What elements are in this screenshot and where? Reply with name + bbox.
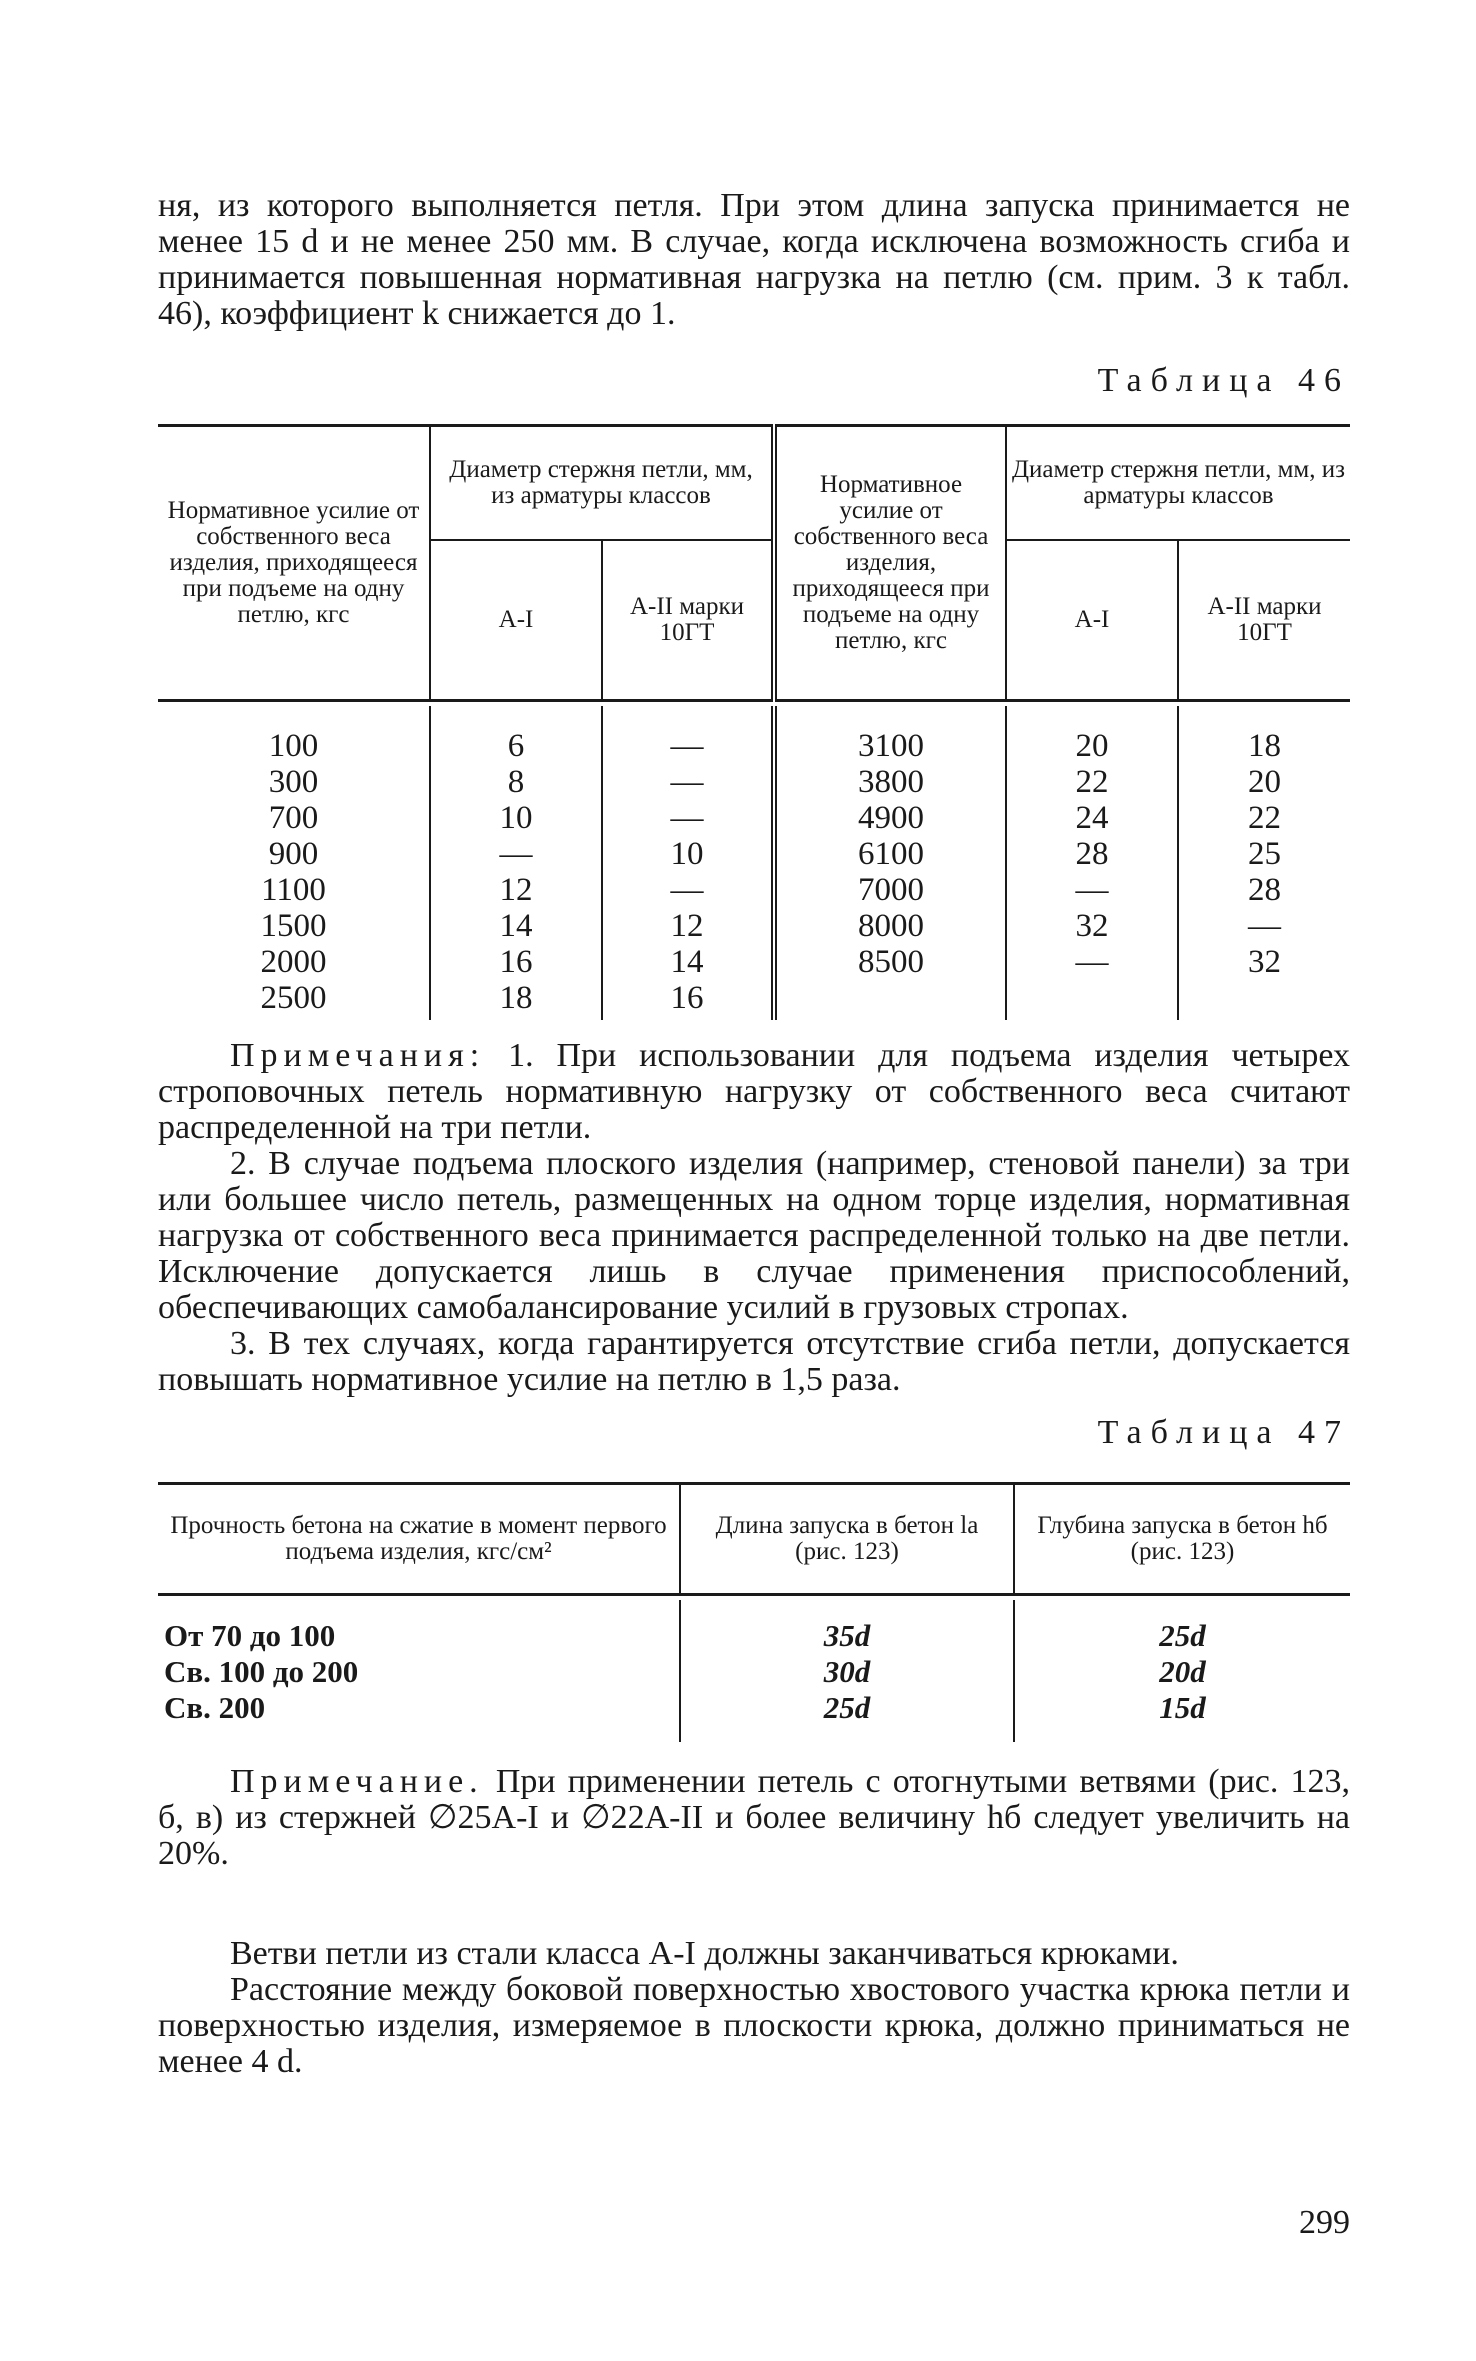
- table-cell: 1100: [261, 872, 326, 908]
- table-cell: 6100: [858, 836, 924, 872]
- table-cell: Св. 100 до 200: [164, 1654, 359, 1689]
- table-cell: 15d: [1159, 1690, 1206, 1725]
- table-cell: 18: [499, 980, 533, 1016]
- t46-header-a2: А-II марки 10ГТ: [602, 540, 774, 701]
- table-cell: 25: [1248, 836, 1281, 872]
- notes-label: Примечания:: [230, 1037, 486, 1074]
- table-cell: 6: [507, 728, 525, 764]
- note-text: 1. При использовании для подъема изделия четырех строповочных петель нормативную нагрузку от собственного веса считают распределенной на три петли.: [158, 1037, 1350, 1146]
- table-cell: 3100: [858, 728, 924, 764]
- note46-3: 3. В тех случаях, когда гарантируется отсутствие сгиба петли, допускается повышать нормативное усилие на петлю в 1,5 раза.: [158, 1325, 1350, 1398]
- t46-header-a1-2: А-I: [1006, 540, 1178, 701]
- table-cell: 300: [268, 764, 319, 800]
- table-cell: 20: [1248, 764, 1281, 800]
- table-cell: 16: [670, 980, 704, 1016]
- t46-col-a2-left: [602, 706, 774, 1020]
- table-cell: 14: [499, 908, 533, 944]
- table-cell: 900: [268, 836, 319, 872]
- table-47: [158, 1482, 1350, 1742]
- t47-header-depth: Глубина запуска в бетон hб (рис. 123): [1014, 1484, 1350, 1595]
- page: [158, 188, 1350, 2080]
- table-cell: 8: [507, 764, 525, 800]
- t46-header-load: Нормативное усилие от собственного веса изделия, приходящееся при подъеме на одну петлю, кгс: [167, 497, 420, 628]
- table-cell: 25d: [823, 1690, 871, 1725]
- table47-caption: Таблица 47: [1097, 1414, 1350, 1451]
- t46-col-a2-right: [1178, 706, 1350, 1020]
- table-cell: 25d: [1159, 1618, 1206, 1653]
- table-cell: 4900: [858, 800, 924, 836]
- table-cell: 7000: [858, 872, 924, 908]
- table-cell: —: [1075, 872, 1109, 908]
- table-cell: 1500: [260, 908, 327, 944]
- table-cell: 3800: [858, 764, 924, 800]
- table-cell: 32: [1075, 908, 1109, 944]
- outro-paragraph-1: Ветви петли из стали класса А-I должны заканчиваться крюками.: [230, 1935, 1179, 1972]
- t46-header-diameter: Диаметр стержня петли, мм, из арматуры классов: [430, 426, 774, 541]
- table-cell: 700: [268, 800, 319, 836]
- table-cell: 24: [1075, 800, 1109, 836]
- note46-1: [158, 1038, 1350, 1146]
- table-cell: 2000: [260, 944, 327, 980]
- note-text: При применении петель с отогнутыми ветвями (рис. 123, б, в) из стержней ∅25А-I и ∅22А-II и более величину hб следует увеличить на 20%.: [158, 1763, 1350, 1872]
- table-cell: 22: [1075, 764, 1109, 800]
- table-cell: От 70 до 100: [164, 1618, 336, 1653]
- t46-col-load-left: [158, 706, 430, 1020]
- t47-header-strength: Прочность бетона на сжатие в момент первого подъема изделия, кгс/см²: [158, 1484, 680, 1595]
- note-label: Примечание.: [230, 1763, 484, 1800]
- table-cell: —: [670, 764, 704, 800]
- t46-header-a1: А-I: [430, 540, 602, 701]
- table-cell: 14: [670, 944, 704, 980]
- t46-header-a2-2: А-II марки 10ГТ: [1178, 540, 1350, 701]
- t46-col-a1-right: [1006, 706, 1178, 1020]
- table-cell: 20d: [1159, 1654, 1206, 1689]
- table-cell: 28: [1075, 836, 1109, 872]
- outro-paragraph-2: Расстояние между боковой поверхностью хвостового участка крюка петли и поверхностью изделия, измеряемое в плоскости крюка, должно приниматься не менее 4 d.: [158, 1971, 1350, 2080]
- table-cell: 30d: [823, 1654, 871, 1689]
- table-cell: 10: [670, 836, 704, 872]
- table-cell: —: [1248, 908, 1281, 944]
- table-cell: —: [670, 800, 704, 836]
- table-cell: —: [499, 836, 533, 872]
- intro-paragraph: ня, из которого выполняется петля. При этом длина запуска принимается не менее 15 d и не менее 250 мм. В случае, когда исключена возможность сгиба и принимается повышенная нормативная нагрузка на петлю (см. прим. 3 к табл. 46), коэффициент k снижается до 1.: [158, 187, 1350, 332]
- note46-2: 2. В случае подъема плоского изделия (например, стеновой панели) за три или большее число петель, размещенных на одном торце изделия, нормативная нагрузка от собственного веса принимается распределенной только на две петли. Исключение допускается лишь в случае применения приспособлений, обеспечивающих самобалансирование усилий в грузовых стропах.: [158, 1145, 1350, 1326]
- table-cell: 35d: [823, 1618, 871, 1653]
- t47-col-length: [680, 1600, 1014, 1742]
- table-cell: —: [1075, 944, 1109, 980]
- table-cell: 12: [670, 908, 704, 944]
- table-cell: 18: [1248, 728, 1281, 764]
- t46-header-diameter-2: Диаметр стержня петли, мм, из арматуры классов: [1006, 426, 1350, 541]
- table-cell: 10: [499, 800, 533, 836]
- table-cell: 22: [1248, 800, 1281, 836]
- table-cell: 20: [1075, 728, 1109, 764]
- t47-col-strength: [158, 1600, 680, 1742]
- table-cell: Св. 200: [164, 1690, 266, 1725]
- table-cell: 8500: [858, 944, 924, 980]
- table-cell: 28: [1248, 872, 1281, 908]
- table-cell: 8000: [858, 908, 924, 944]
- table-cell: —: [670, 728, 704, 764]
- table46-caption: Таблица 46: [1097, 362, 1350, 399]
- table-cell: 32: [1248, 944, 1281, 980]
- table-cell: 12: [499, 872, 533, 908]
- table-cell: 100: [268, 728, 319, 764]
- table-cell: 16: [499, 944, 533, 980]
- t46-header-load-2: Нормативное усилие от собственного веса изделия, приходящееся при подъеме на одну петлю, кгс: [774, 426, 1006, 701]
- table-46: [158, 424, 1350, 1020]
- table-cell: 2500: [260, 980, 327, 1016]
- page-number: 299: [1299, 2204, 1350, 2241]
- t47-col-depth: [1014, 1600, 1350, 1742]
- t47-header-length: Длина запуска в бетон lа (рис. 123): [680, 1484, 1014, 1595]
- t46-col-load-right: [774, 706, 1006, 1020]
- note47: [158, 1764, 1350, 1872]
- table-cell: —: [670, 872, 704, 908]
- t46-col-a1-left: [430, 706, 602, 1020]
